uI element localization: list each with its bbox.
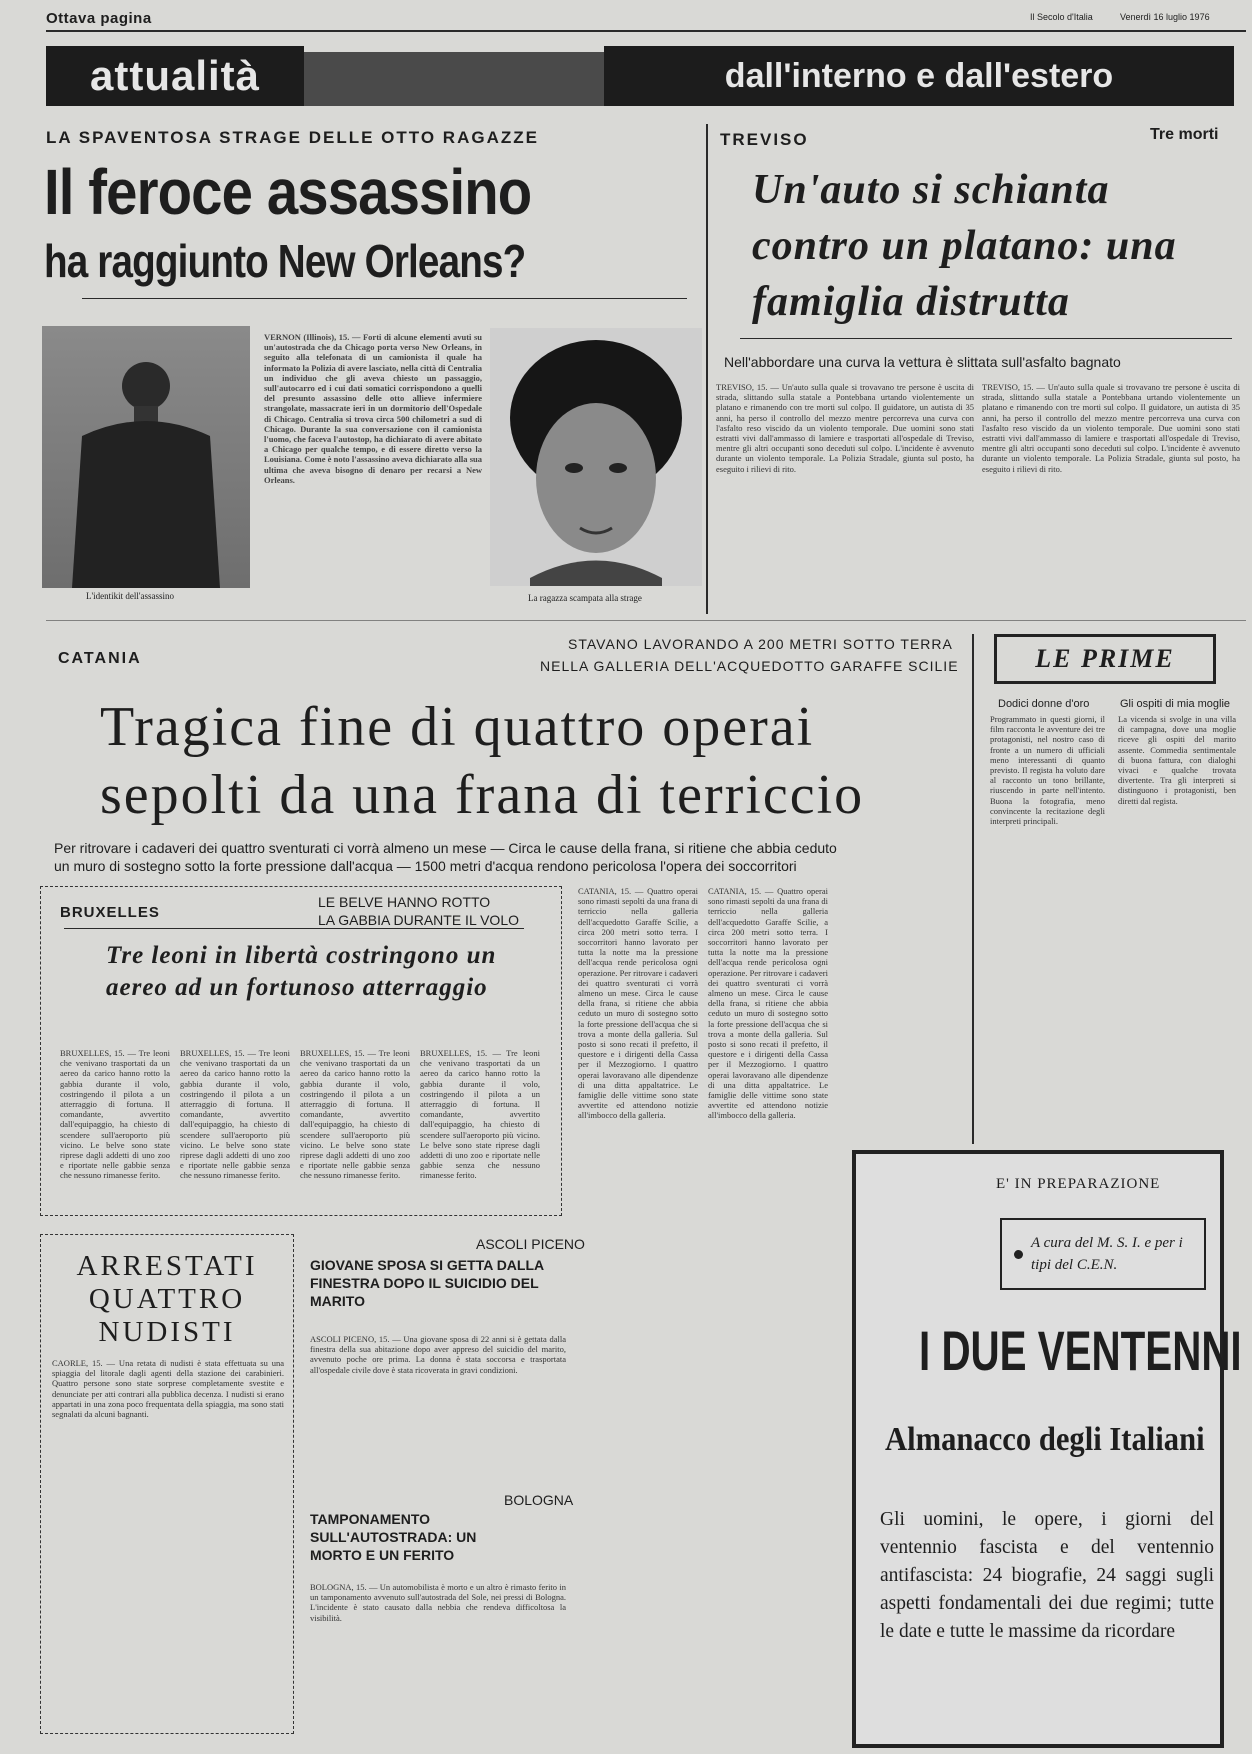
le-prime-body-1: Programmato in questi giorni, il film racconta le avventure dei tre protagonisti, nel nostro caso di fronte a un numero di ufficiali meno interessanti di quanto previsto. Il regista ha voluto dare al racconto un tono brillante, riuscendo in parte nell'intento. Buona la fotografia, meno convincente la recitazione degli interpreti principali.	[990, 714, 1105, 827]
bruxelles-body-col4: BRUXELLES, 15. — Tre leoni che venivano trasportati da un aereo da carico hanno rotto la gabbia durante il volo, costringendo il pilota a un atterraggio di fortuna. Il comandante, avvertito dall'equipaggio, ha chiesto di scendere sull'aeroporto più vicino. Le belve sono state riprese dagli addetti di uno zoo e riportate nelle gabbie senza che nessuno rimanesse ferito.	[420, 1048, 540, 1181]
survivor-photo	[490, 328, 702, 586]
le-prime-divider	[972, 634, 974, 1144]
ad-note: A cura del M. S. I. e per i tipi del C.E.N.	[1031, 1235, 1183, 1273]
bologna-body: BOLOGNA, 15. — Un automobilista è morto e un altro è rimasto ferito in un tamponamento avvenuto sull'autostrada del Sole, nei pressi di Bologna. L'incidente è stato causato dalla nebbia che rendeva difficoltosa la visibilità.	[310, 1582, 566, 1623]
le-prime-body-2: La vicenda si svolge in una villa di campagna, dove una moglie riceve gli ospiti del marito assente. Commedia sentimentale di buona fattura, con dialoghi vivaci e qualche trovata divertente. Tra gli interpreti si distinguono i protagonisti, ben diretti dal regista.	[1118, 714, 1236, 806]
ad-description: Gli uomini, le opere, i giorni del ventennio fascista e del ventennio antifascista: 24 biografie, 24 saggi sugli aspetti fondamentali dei due regimi; tutte le date e tutte le massime da ricordare	[880, 1509, 1214, 1642]
catania-body-col2: CATANIA, 15. — Quattro operai sono rimasti sepolti da una frana di terriccio nella galleria dell'acquedotto Garaffe Scilie, a circa 200 metri sotto terra. I soccorritori hanno lavorato per tutta la notte ma la pressione dell'acqua rende pericolosa ogni operazione. Per ritrovare i cadaveri dei quattro sventurati ci vorrà almeno un mese. Circa le cause della frana, si ritiene che abbia ceduto un muro di sostegno sotto la forte pressione dell'acqua che si trova a monte della galleria. Sul posto si sono recati il prefetto, il questore e i dirigenti della Cassa per il Mezzogiorno. I quattro operai lavoravano alle dipendenze di una ditta appaltatrice. Le famiglie delle vittime sono state avvertite ed attendono notizie all'imbocco della galleria.	[708, 886, 828, 1121]
nudisti-headline: ARRESTATI QUATTRO NUDISTI	[76, 1250, 258, 1348]
catania-body-col1: CATANIA, 15. — Quattro operai sono rimasti sepolti da una frana di terriccio nella galleria dell'acquedotto Garaffe Scilie, a circa 200 metri sotto terra. I soccorritori hanno lavorato per tutta la notte ma la pressione dell'acqua rende pericolosa ogni operazione. Per ritrovare i cadaveri dei quattro sventurati ci vorrà almeno un mese. Circa le cause della frana, si ritiene che abbia ceduto un muro di sostegno sotto la forte pressione dell'acqua che si trova a monte della galleria. Sul posto si sono recati il prefetto, il questore e i dirigenti della Cassa per il Mezzogiorno. I quattro operai lavoravano alle dipendenze di una ditta appaltatrice. Le famiglie delle vittime sono state avvertite ed attendono notizie all'imbocco della galleria.	[578, 886, 698, 1121]
catania-headline-1: Tragica fine di quattro operai	[100, 696, 815, 758]
treviso-body-col1: TREVISO, 15. — Un'auto sulla quale si trovavano tre persone è uscita di strada, slittando sulla statale a Pontebbana urtando violentemente un platano e rimanendo con tre morti sul colpo. Il guidatore, un autista di 35 anni, ha perso il controllo del mezzo mentre percorreva una curva con l'asfalto reso viscido da un violento temporale. Due uomini sono stati estratti vivi dall'ammasso di lamiere e trasportati all'ospedale di Treviso, mentre gli altri occupanti sono deceduti sul colpo. L'incidente è avvenuto durante un violento temporale. La Polizia Stradale, giunta sul posto, ha eseguito i rilievi di rito.	[716, 382, 974, 474]
ad-title: I DUE VENTENNI	[919, 1319, 1242, 1382]
page-label: Ottava pagina	[46, 10, 152, 27]
bruxelles-body-col3: BRUXELLES, 15. — Tre leoni che venivano trasportati da un aereo da carico hanno rotto la gabbia durante il volo, costringendo il pilota a un atterraggio di fortuna. Il comandante, avvertito dall'equipaggio, ha chiesto di scendere sull'aeroporto più vicino. Le belve sono state riprese dagli addetti di uno zoo e riportate nelle gabbie senza che nessuno rimanesse ferito.	[300, 1048, 410, 1181]
bologna-dateline: BOLOGNA	[504, 1492, 574, 1508]
ascoli-dateline: ASCOLI PICENO	[476, 1236, 585, 1252]
ad-kicker: E' IN PREPARAZIONE	[996, 1176, 1161, 1192]
lead-headline-1: Il feroce assassino	[44, 156, 532, 228]
treviso-body-col2: TREVISO, 15. — Un'auto sulla quale si trovavano tre persone è uscita di strada, slittando sulla statale a Pontebbana urtando violentemente un platano e rimanendo con tre morti sul colpo. Il guidatore, un autista di 35 anni, ha perso il controllo del mezzo mentre percorreva una curva con l'asfalto reso viscido da un violento temporale. Due uomini sono stati estratti vivi dall'ammasso di lamiere e trasportati all'ospedale di Treviso, mentre gli altri occupanti sono deceduti sul colpo. L'incidente è avvenuto durante un violento temporale. La Polizia Stradale, giunta sul posto, ha eseguito i rilievi di rito.	[982, 382, 1240, 474]
catania-headline-2: sepolti da una frana di terriccio	[100, 764, 865, 826]
le-prime-box	[994, 634, 1216, 684]
bruxelles-headline: Tre leoni in libertà costringono un aereo ad un fortunoso atterraggio	[106, 942, 497, 1001]
treviso-tag: Tre morti	[1150, 126, 1219, 143]
ascoli-headline: GIOVANE SPOSA SI GETTA DALLA FINESTRA DOPO IL SUICIDIO DEL MARITO	[310, 1257, 544, 1309]
bruxelles-kicker-1: LE BELVE HANNO ROTTO	[318, 894, 491, 910]
treviso-rule	[740, 338, 1232, 339]
le-prime-title: LE PRIME	[1035, 644, 1175, 673]
masthead: Il Secolo d'Italia	[1030, 12, 1093, 22]
bruxelles-dateline: BRUXELLES	[60, 904, 160, 921]
ad-subtitle: Almanacco degli Italiani	[885, 1421, 1205, 1458]
column-divider	[706, 124, 708, 614]
lead-headline-2: ha raggiunto New Orleans?	[44, 235, 526, 287]
header-date: Venerdì 16 luglio 1976	[1120, 12, 1210, 22]
treviso-subhead: Nell'abbordare una curva la vettura è slittata sull'asfalto bagnato	[724, 354, 1121, 370]
section-rule	[46, 620, 1246, 621]
treviso-dateline: TREVISO	[720, 130, 809, 149]
section-banner	[46, 46, 304, 106]
nudisti-body: CAORLE, 15. — Una retata di nudisti è stata effettuata su una spiaggia del litorale dagli agenti della stazione dei carabinieri. Quattro persone sono state sorprese completamente svestite e denunciate per atti contrari alla pubblica decenza. I nudisti si erano appartati in una zona poco frequentata della spiaggia, ma sono stati segnalati da alcuni bagnanti.	[52, 1358, 284, 1420]
subsection-title: dall'interno e dall'estero	[724, 56, 1114, 95]
subsection-banner	[604, 46, 1234, 106]
bruxelles-body-col2: BRUXELLES, 15. — Tre leoni che venivano trasportati da un aereo da carico hanno rotto la gabbia durante il volo, costringendo il pilota a un atterraggio di fortuna. Il comandante, avvertito dall'equipaggio, ha chiesto di scendere sull'aeroporto più vicino. Le belve sono state riprese dagli addetti di uno zoo e riportate nelle gabbie senza che nessuno rimanesse ferito.	[180, 1048, 290, 1181]
lead-rule	[82, 298, 687, 299]
catania-deck-1: Per ritrovare i cadaveri dei quattro sventurati ci vorrà almeno un mese — Circa le cause della frana, si ritiene che abbia ceduto	[54, 840, 837, 856]
treviso-headline: Un'auto si schianta contro un platano: una famiglia distrutta	[752, 167, 1177, 325]
bruxelles-body-col1: BRUXELLES, 15. — Tre leoni che venivano trasportati da un aereo da carico hanno rotto la gabbia durante il volo, costringendo il pilota a un atterraggio di fortuna. Il comandante, avvertito dall'equipaggio, ha chiesto di scendere sull'aeroporto più vicino. Le belve sono state riprese dagli addetti di uno zoo e riportate nelle gabbie senza che nessuno rimanesse ferito.	[60, 1048, 170, 1181]
banner-gap-band	[304, 52, 604, 106]
catania-kicker-2: NELLA GALLERIA DELL'ACQUEDOTTO GARAFFE SCILIE	[540, 658, 959, 674]
survivor-photo-caption: La ragazza scampata alla strage	[528, 593, 642, 603]
ad-note-box	[1000, 1218, 1206, 1290]
lead-body: VERNON (Illinois), 15. — Forti di alcune elementi avuti su un'autostrada che da Chicago porta verso New Orleans, in seguito alla telefonata di un camionista il quale ha informato la Polizia di avere lasciato, nella città di Centralia un individuo che gli aveva chiesto un passaggio, sull'autocarro ed i cui dati somatici corrispondono a quelli del presunto assassino delle otto allieve infermiere strangolate, massacrate ieri in un dormitorio dell'Ospedale di Chicago. Centralia si trova circa 500 chilometri a sud di Chicago. Durante la sua conversazione con il camionista l'uomo, che faceva l'autostop, ha dichiarato di avere abitato a Chicago per qualche tempo, e di essere diretto verso la Louisiana. Come è noto l'assassino aveva dichiarato alla sua ultima che aveva bisogno di denaro per recarsi a New Orleans.	[264, 332, 482, 485]
ascoli-body: ASCOLI PICENO, 15. — Una giovane sposa di 22 anni si è gettata dalla finestra della sua abitazione dopo aver appreso del suicidio del marito, avvenuto poche ore prima. La donna è stata soccorsa e trasportata all'ospedale civile dove è stata ricoverata in gravi condizioni.	[310, 1334, 566, 1375]
le-prime-col2-title: Gli ospiti di mia moglie	[1120, 698, 1231, 710]
bologna-headline: TAMPONAMENTO SULL'AUTOSTRADA: UN MORTO E UN FERITO	[310, 1511, 477, 1563]
bruxelles-kicker-2: LA GABBIA DURANTE IL VOLO	[318, 912, 519, 928]
bullet-icon	[1014, 1250, 1023, 1259]
section-title: attualità	[89, 52, 261, 99]
woman-portrait-icon	[490, 328, 702, 586]
suspect-photo	[42, 326, 250, 588]
catania-kicker-1: STAVANO LAVORANDO A 200 METRI SOTTO TERRA	[568, 636, 953, 652]
lead-kicker: LA SPAVENTOSA STRAGE DELLE OTTO RAGAZZE	[46, 128, 539, 147]
le-prime-col1-title: Dodici donne d'oro	[998, 698, 1090, 710]
suspect-photo-caption: L'identikit dell'assassino	[86, 591, 174, 601]
header-rule	[46, 30, 1246, 32]
bruxelles-rule	[64, 928, 524, 929]
man-figure-icon	[42, 326, 250, 588]
catania-deck-2: un muro di sostegno sotto la forte pressione dall'acqua — 1500 metri d'acqua rendono pericolosa l'opera dei soccorritori	[54, 858, 797, 874]
catania-dateline: CATANIA	[58, 650, 142, 667]
